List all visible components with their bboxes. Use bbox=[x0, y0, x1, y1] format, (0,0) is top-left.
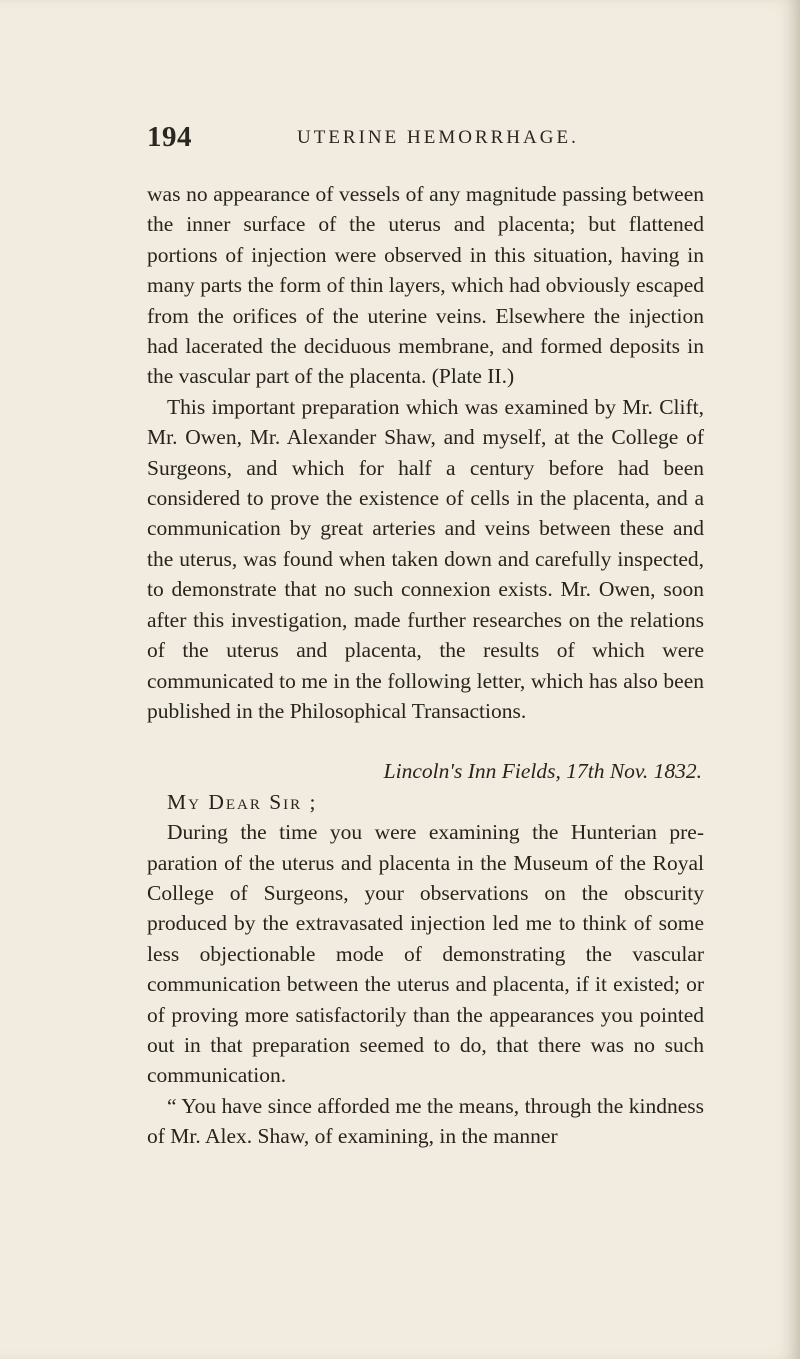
running-head bbox=[147, 121, 707, 157]
letter-paragraph-1: During the time you were examining the Hunterian preparation of the uterus and placenta in the Museum of the Royal College of Surgeons, your observations on the obscurity produced by the extravasated injection led me to think of some less objectionable mode of demonstrating the vascular communication between the uterus and placenta, if it existed; or of proving more satisfactorily than the appearances you pointed out in that preparation seemed to do, that there was no such communication. bbox=[147, 820, 704, 1088]
paragraph-2: This important preparation which was examined by Mr. Clift, Mr. Owen, Mr. Alexander Shaw, and myself, at the College of Surgeons, and which for half a century before had been considered to prove the existence of cells in the placenta, and a communication by great arteries and veins between these and the uterus, was found when taken down and carefully inspected, to demonstrate that no such connexion exists. Mr. Owen, soon after this investigation, made further researches on the relations of the uterus and placenta, the results of which were communicated to me in the following letter, which has also been published in the Philosophical Transactions. bbox=[147, 394, 704, 723]
paragraph-1: was no appearance of vessels of any magnitude passing between the inner surface of the uterus and placenta; but flattened portions of injection were observed in this situation, having in many parts the form of thin layers, which had obviously escaped from the orifices of the uterine veins. Elsewhere the injection had lacerated the deciduous membrane, and formed deposits in the vascular part of the placenta. (Plate II.) bbox=[147, 182, 704, 389]
letter-dateline: Lincoln's Inn Fields, 17th Nov. 1832. bbox=[383, 759, 702, 784]
letter-paragraph-2: “ You have since afforded me the means, through the kindness of Mr. Alex. Shaw, of examining, in the manner bbox=[147, 1093, 704, 1149]
letter-salutation: My Dear Sir ; bbox=[167, 789, 318, 814]
running-title: UTERINE HEMORRHAGE. bbox=[297, 127, 579, 148]
page-number: 194 bbox=[147, 121, 192, 153]
body-text bbox=[147, 179, 704, 1152]
